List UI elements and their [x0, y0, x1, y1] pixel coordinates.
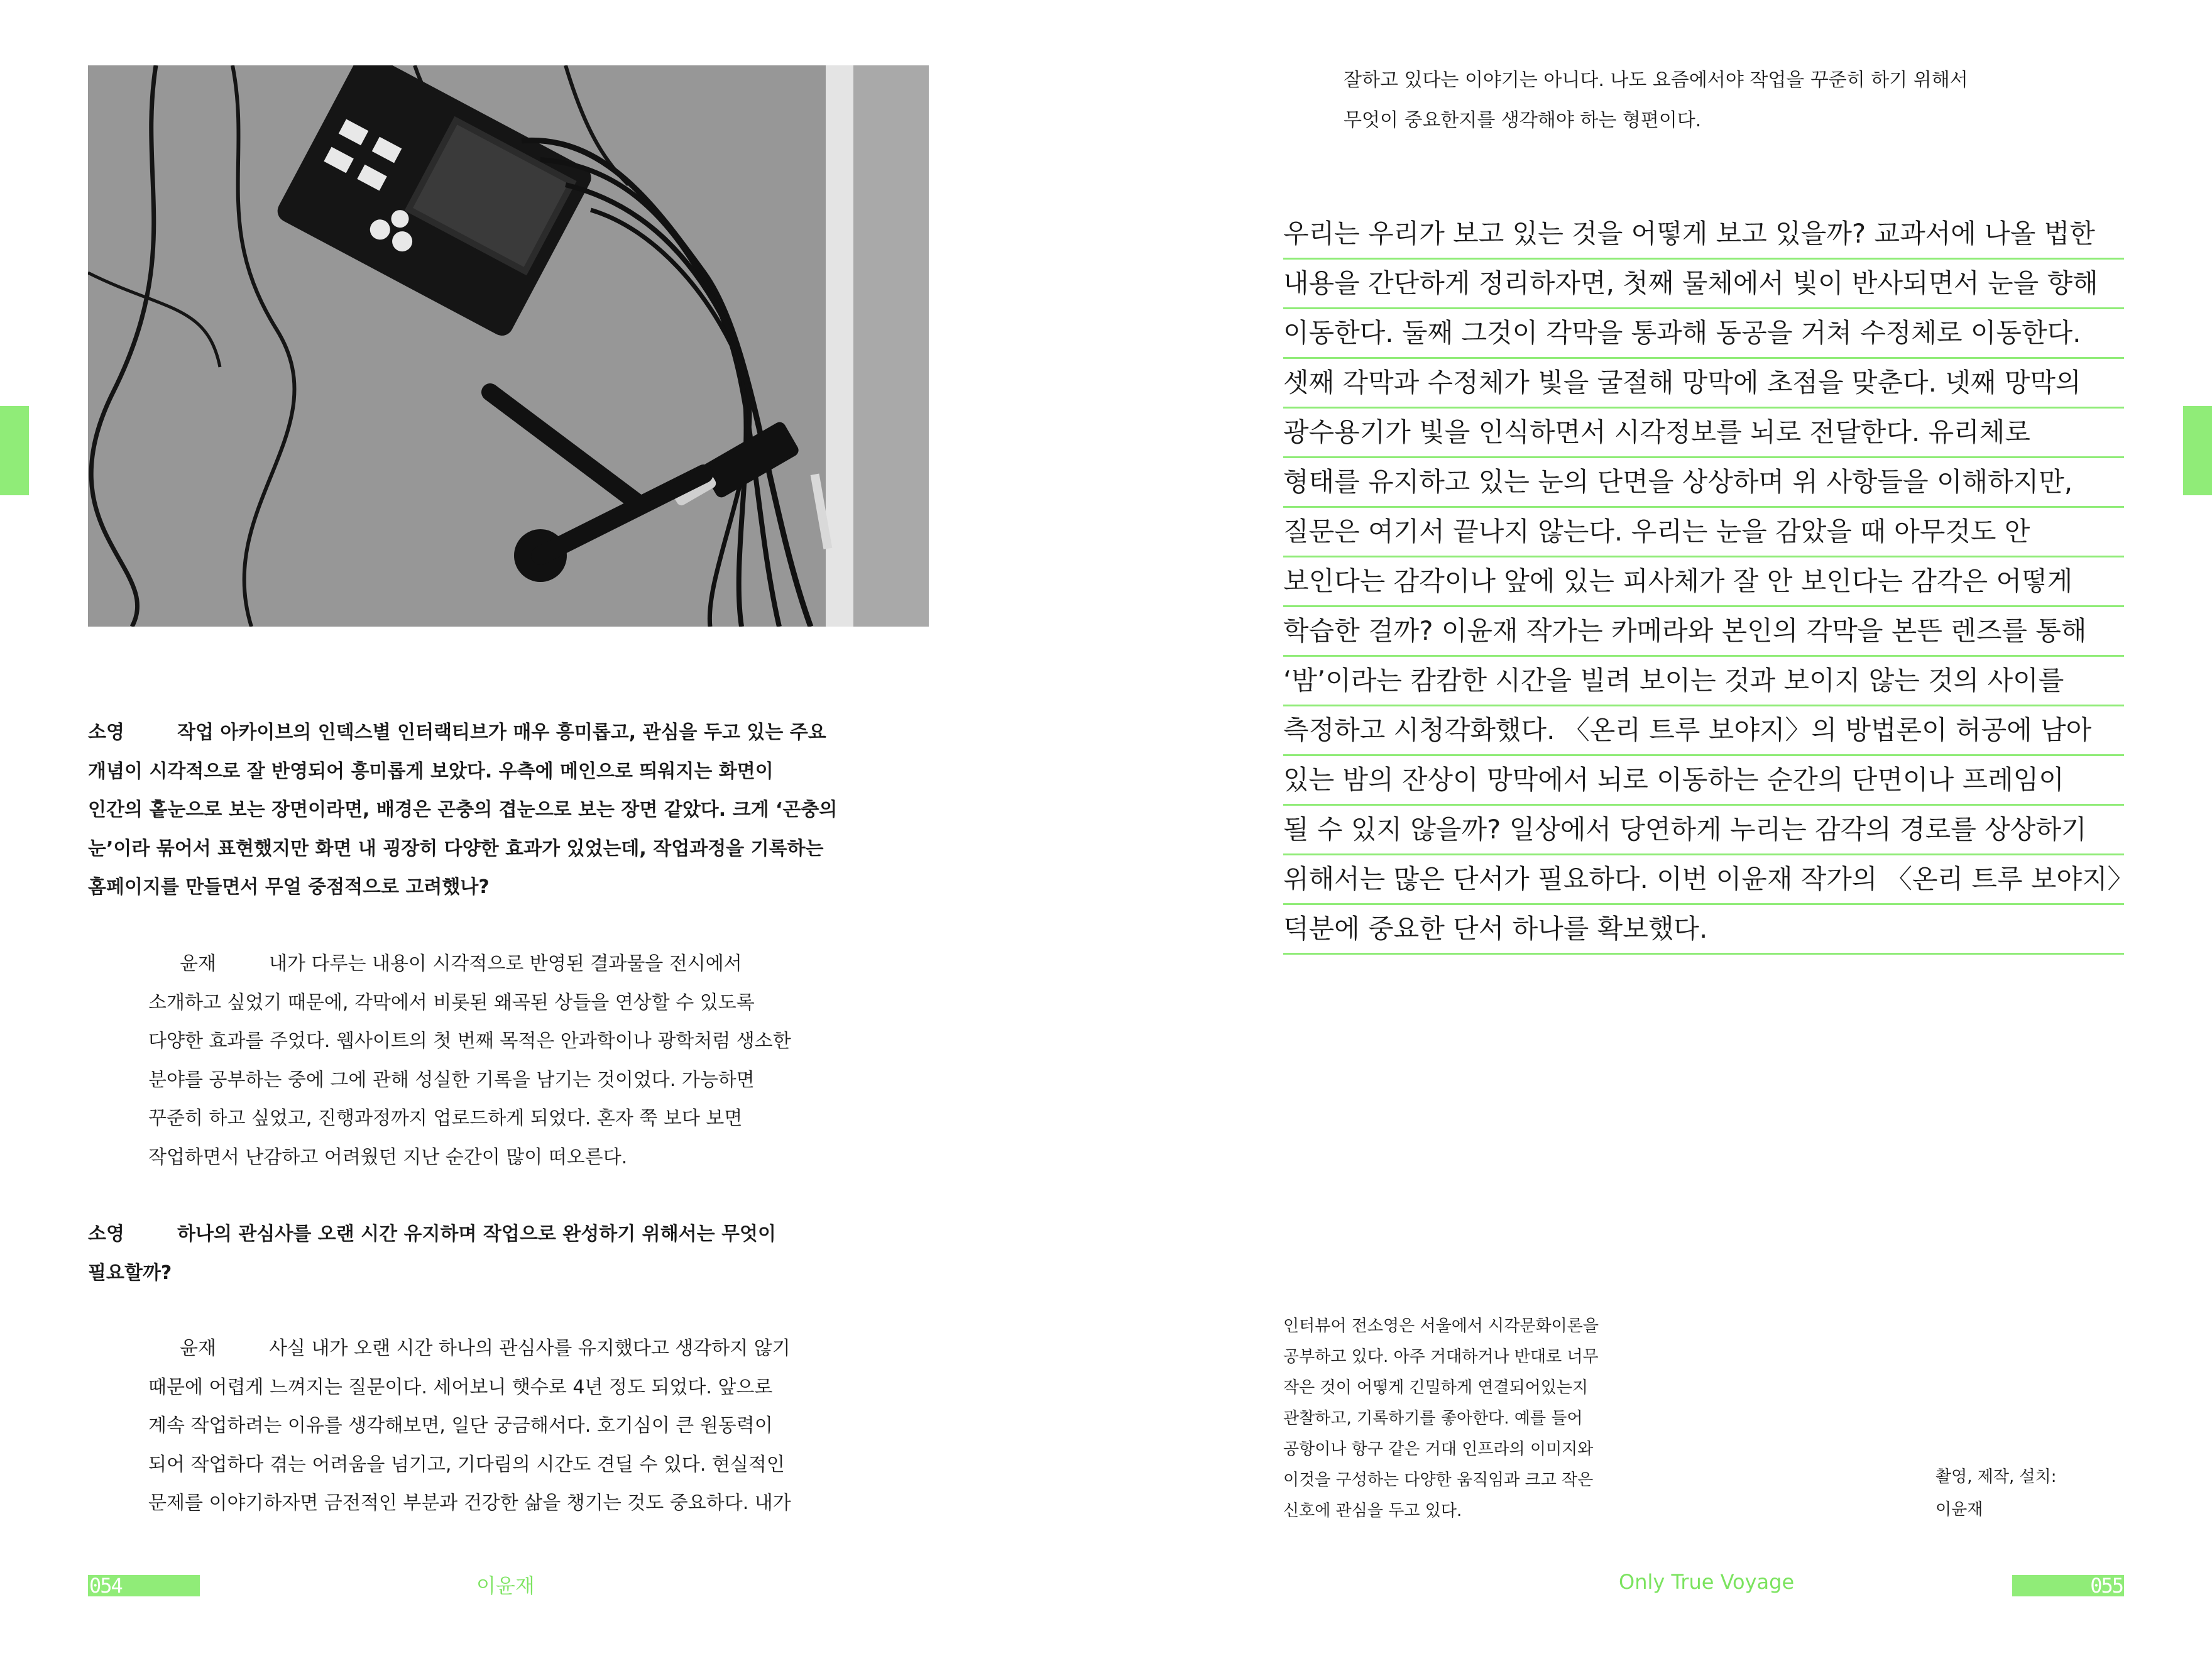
speaker-label: 윤재: [180, 1337, 216, 1359]
footer-author: 이윤재: [476, 1574, 535, 1598]
interview-q1: 소영 작업 아카이브의 인덱스별 인터랙티브가 매우 흥미롭고, 관심을 두고 있는 주요 개념이 시각적으로 잘 반영되어 흥미롭게 보았다. 우측에 메인으로 띄워지는 화면이 인간의 홑눈으로 보는 장면이라면, 배경은 곤충의 겹눈으로 보는 장면 같았다. 크게 ‘곤충의 눈’이라 묶어서 표현했지만 화면 내 굉장히 다양한 효과가 있었는데, 작업과정을 기록하는 홈페이지를 만들면서 무얼 중점적으로 고려했나?: [88, 713, 837, 907]
page-number-box-right: [2012, 1575, 2124, 1596]
page-number-box-left: [88, 1575, 200, 1596]
speaker-label: 소영: [88, 722, 124, 744]
page-number: 054: [89, 1574, 122, 1598]
speaker-label: 소영: [88, 1223, 124, 1245]
right-edge-tab: [2183, 406, 2212, 495]
essay-body: 우리는 우리가 보고 있는 것을 어떻게 보고 있을까? 교과서에 나올 법한 내용을 간단하게 정리하자면, 첫째 물체에서 빛이 반사되면서 눈을 향해 이동한다. 둘째 그것이 각막을 통과해 동공을 거쳐 수정체로 이동한다. 셋째 각막과 수정체가 빛을 굴절해 망막에 초점을 맞춘다. 넷째 망막의 광수용기가 빛을 인식하면서 시각정보를 뇌로 전달한다. 유리체로 형태를 유지하고 있는 눈의 단면을 상상하며 위 사항들을 이해하지만, 질문은 여기서 끝나지 않는다. 우리는 눈을 감았을 때 아무것도 안 보인다는 감각이나 앞에 있는 피사체가 잘 안 보인다는 감각은 어떻게 학습한 걸까? 이윤재 작가는 카메라와 본인의 각막을 본뜬 렌즈를 통해 ‘밤’이라는 캄캄한 시간을 빌려 보이는 것과 보이지 않는 것의 사이를 측정하고 시청각화했다. 〈온리 트루 보야지〉의 방법론이 허공에 남아 있는 밤의 잔상이 망막에서 뇌로 이동하는 순간의 단면이나 프레임이 될 수 있지 않을까? 일상에서 당연하게 누리는 감각의 경로를 상상하기 위해서는 많은 단서가 필요하다. 이번 이윤재 작가의 〈온리 트루 보야지〉 덕분에 중요한 단서 하나를 확보했다.: [1283, 210, 2124, 955]
interviewer-bio: 인터뷰어 전소영은 서울에서 시각문화이론을 공부하고 있다. 아주 거대하거나 반대로 너무 작은 것이 어떻게 긴밀하게 연결되어있는지 관찰하고, 기록하기를 좋아한다. 예를 들어 공항이나 항구 같은 거대 인프라의 이미지와 이것을 구성하는 다양한 움직임과 크고 작은 신호에 관심을 두고 있다.: [1283, 1317, 1599, 1520]
photo-credit: 촬영, 제작, 설치: 이윤재: [1936, 1468, 2057, 1519]
interview-a2: 윤재 사실 내가 오랜 시간 하나의 관심사를 유지했다고 생각하지 않기 때문에 어렵게 느껴지는 질문이다. 세어보니 햇수로 4년 정도 되었다. 앞으로 계속 작업하려는 이유를 생각해보면, 일단 궁금해서다. 호기심이 큰 원동력이 되어 작업하다 겪는 어려움을 넘기고, 기다림의 시간도 견딜 수 있다. 현실적인 문제를 이야기하자면 금전적인 부분과 건강한 삶을 챙기는 것도 중요하다. 내가: [148, 1329, 791, 1523]
footer-title: Only True Voyage: [1619, 1570, 1795, 1594]
continued-answer: 잘하고 있다는 이야기는 아니다. 나도 요즘에서야 작업을 꾸준히 하기 위해서 무엇이 중요한지를 생각해야 하는 형편이다.: [1344, 69, 1968, 131]
page-number: 055: [2090, 1574, 2123, 1598]
interview-q2: 소영 하나의 관심사를 오랜 시간 유지하며 작업으로 완성하기 위해서는 무엇이 필요할까?: [88, 1215, 776, 1292]
monitor-clamp-photo: [88, 65, 929, 627]
left-edge-tab: [0, 406, 29, 495]
speaker-label: 윤재: [180, 953, 216, 975]
interview-a1: 윤재 내가 다루는 내용이 시각적으로 반영된 결과물을 전시에서 소개하고 싶었기 때문에, 각막에서 비롯된 왜곡된 상들을 연상할 수 있도록 다양한 효과를 주었다. 웹사이트의 첫 번째 목적은 안과학이나 광학처럼 생소한 분야를 공부하는 중에 그에 관해 성실한 기록을 남기는 것이었다. 가능하면 꾸준히 하고 싶었고, 진행과정까지 업로드하게 되었다. 혼자 쭉 보다 보면 작업하면서 난감하고 어려웠던 지난 순간이 많이 떠오른다.: [148, 945, 791, 1177]
